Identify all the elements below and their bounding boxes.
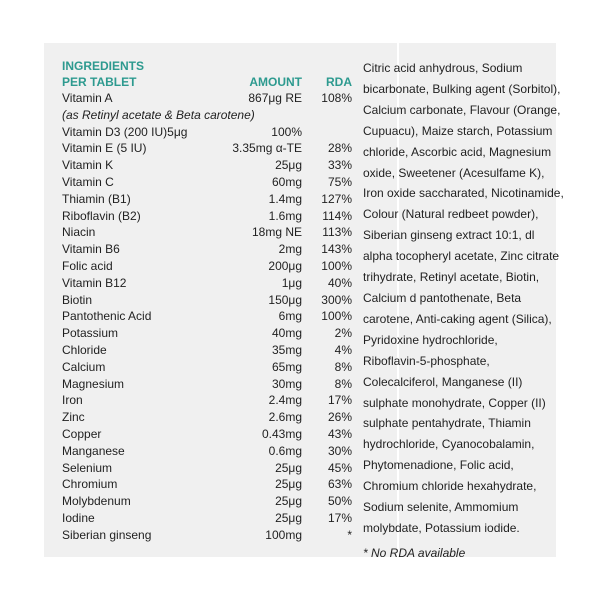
ingredient-text-line: Citric acid anhydrous, Sodium [363, 61, 523, 75]
nutrient-name: Vitamin C [62, 174, 114, 189]
ingredient-text-line: Calcium d pantothenate, Beta [363, 290, 522, 305]
nutrient-name: Pantothenic Acid [62, 309, 152, 324]
ingredient-text-line: Colour (Natural redbeet powder), [363, 207, 539, 222]
nutrient-rda: 50% [327, 494, 352, 509]
nutrient-rda: 300% [321, 292, 352, 307]
nutrition-panel [44, 43, 564, 560]
other-ingredients [363, 58, 564, 564]
nutrient-amount: 30mg [271, 376, 302, 391]
table-row [62, 527, 352, 544]
nutrient-rda: 4% [334, 342, 352, 357]
ingredient-text-line: oxide, Sweetener (Acesulfame K), [363, 165, 545, 180]
nutrient-name: Molybdenum [62, 494, 131, 509]
nutrient-name: Siberian ginseng [62, 527, 152, 542]
ingredient-text-line: sulphate monohydrate, Copper (II) [363, 395, 546, 410]
header-rda: RDA [326, 75, 352, 89]
nutrient-amount: 2mg [278, 242, 302, 257]
ingredient-text-line: alpha tocopheryl acetate, Zinc citrate [363, 249, 560, 264]
nutrient-rda: 2% [334, 326, 352, 341]
nutrient-amount: 18mg NE [251, 225, 302, 240]
footnote: * No RDA available [363, 545, 466, 560]
table-row [62, 90, 352, 107]
nutrient-name: Magnesium [62, 376, 125, 391]
table-row [62, 476, 352, 493]
nutrient-amount: 65mg [271, 359, 302, 374]
nutrient-rda: * [347, 527, 352, 542]
ingredient-text-line: Sodium selenite, Ammomium [363, 500, 519, 515]
nutrient-rda: 33% [327, 158, 352, 173]
table-row [62, 174, 352, 191]
table-row [62, 409, 352, 426]
table-row [62, 342, 352, 359]
nutrient-amount: 2.4mg [268, 393, 302, 408]
nutrient-amount: 6mg [278, 309, 302, 324]
nutrient-amount: 25μg [275, 510, 302, 525]
nutrient-rda: 43% [327, 426, 352, 441]
ingredient-text-line: carotene, Anti-caking agent (Silica), [363, 311, 552, 326]
nutrient-name: Thiamin (B1) [62, 191, 131, 206]
ingredient-text-line: sulphate pentahydrate, Thiamin [363, 416, 531, 431]
nutrient-amount: 25μg [275, 158, 302, 173]
ingredient-text-line: Pyridoxine hydrochloride, [363, 332, 498, 347]
nutrient-rda: 113% [322, 225, 352, 240]
table-row-note [62, 107, 352, 124]
nutrient-rda: 114% [322, 208, 352, 223]
nutrient-name: Manganese [62, 443, 125, 458]
table-row [62, 493, 352, 510]
nutrient-amount: 100% [271, 124, 302, 139]
nutrient-name: Biotin [62, 292, 93, 307]
ingredient-text-line: Colecalciferol, Manganese (II) [363, 374, 523, 389]
table-body [62, 90, 352, 544]
ingredient-text-line: hydrochloride, Cyanocobalamin, [363, 437, 535, 452]
table-row [62, 241, 352, 258]
nutrient-rda: 8% [334, 359, 352, 374]
ingredient-text-line: bicarbonate, Bulking agent (Sorbitol), [363, 81, 561, 96]
nutrient-name: Riboflavin (B2) [62, 208, 141, 223]
nutrient-name: Vitamin B6 [62, 242, 120, 257]
table-row [62, 392, 352, 409]
table-row [62, 308, 352, 325]
nutrient-name: Chromium [62, 477, 118, 492]
ingredient-text-line: Phytomenadione, Folic acid, [363, 458, 514, 473]
nutrient-name: Folic acid [62, 258, 113, 273]
nutrient-name: Vitamin E (5 IU) [62, 141, 147, 156]
nutrient-amount: 25μg [275, 494, 302, 509]
nutrient-name: Vitamin A [62, 91, 113, 105]
nutrient-name: Vitamin D3 (200 IU)5μg [62, 124, 188, 139]
nutrient-amount: 100mg [265, 527, 302, 542]
nutrient-amount: 25μg [275, 477, 302, 492]
nutrient-rda: 143% [321, 242, 352, 257]
nutrient-name: Niacin [62, 225, 96, 240]
nutrient-amount: 60mg [271, 174, 302, 189]
nutrient-amount: 1μg [281, 275, 302, 290]
nutrient-rda: 108% [321, 91, 352, 105]
nutrient-name: Zinc [62, 410, 85, 425]
table-row [62, 460, 352, 477]
nutrient-rda: 63% [327, 477, 352, 492]
nutrient-rda: 75% [327, 174, 352, 189]
nutrient-name: Iron [62, 393, 83, 408]
nutrient-amount: 0.6mg [268, 443, 302, 458]
header-ingredients: INGREDIENTS [62, 59, 145, 73]
header-per-tablet: PER TABLET [62, 75, 137, 89]
nutrient-amount: 40mg [271, 326, 302, 341]
nutrient-rda: 28% [327, 141, 352, 156]
ingredient-text-line: chloride, Ascorbic acid, Magnesium [363, 144, 552, 159]
ingredient-text-line: Siberian ginseng extract 10:1, dl [363, 228, 535, 243]
table-row [62, 258, 352, 275]
nutrient-amount: 200μg [268, 258, 302, 273]
ingredient-text-line: Calcium carbonate, Flavour (Orange, [363, 102, 561, 117]
table-row [62, 325, 352, 342]
nutrient-rda: 26% [327, 410, 352, 425]
nutrient-amount: 25μg [275, 460, 302, 475]
table-row [62, 376, 352, 393]
nutrient-rda: 100% [321, 258, 352, 273]
nutrient-name: Vitamin B12 [62, 275, 127, 290]
nutrient-amount: 2.6mg [268, 410, 302, 425]
nutrient-name: Potassium [62, 326, 119, 341]
nutrient-rda: 8% [334, 376, 352, 391]
nutrient-name: Iodine [62, 510, 95, 525]
nutrient-name: (as Retinyl acetate & Beta carotene) [62, 107, 255, 122]
nutrient-amount: 35mg [271, 342, 302, 357]
table-row [62, 208, 352, 225]
nutrient-name: Copper [62, 426, 102, 441]
other-ingredients-text [363, 58, 564, 539]
nutrient-name: Selenium [62, 460, 113, 475]
nutrient-amount: 3.35mg α-TE [232, 141, 302, 156]
nutrient-rda: 127% [321, 191, 352, 206]
nutrient-name: Vitamin K [62, 158, 114, 173]
header-row [62, 74, 352, 90]
nutrient-amount: 150μg [268, 292, 302, 307]
nutrient-amount: 867μg RE [248, 91, 302, 105]
table-row [62, 157, 352, 174]
nutrient-name: Calcium [62, 359, 106, 374]
nutrient-rda: 30% [327, 443, 352, 458]
nutrient-rda: 45% [327, 460, 352, 475]
ingredient-text-line: Iron oxide saccharated, Nicotinamide, [363, 186, 564, 201]
nutrient-name: Chloride [62, 342, 107, 357]
table-row [62, 191, 352, 208]
ingredient-text-line: Cupuacu), Maize starch, Potassium [363, 123, 553, 138]
nutrient-amount: 0.43mg [261, 426, 302, 441]
nutrient-rda: 100% [321, 309, 352, 324]
header-amount: AMOUNT [249, 75, 302, 89]
table-row [62, 292, 352, 309]
table-row [62, 275, 352, 292]
table-row [62, 359, 352, 376]
table-row [62, 426, 352, 443]
nutrient-rda: 17% [327, 510, 352, 525]
ingredient-text-line: trihydrate, Retinyl acetate, Biotin, [363, 270, 540, 285]
ingredient-text-line: Chromium chloride hexahydrate, [363, 479, 537, 494]
nutrient-amount: 1.6mg [268, 208, 302, 223]
ingredient-text-line: Riboflavin-5-phosphate, [363, 353, 490, 368]
table-row [62, 443, 352, 460]
table-row [62, 124, 352, 141]
table-row [62, 224, 352, 241]
table-row [62, 510, 352, 527]
ingredients-table [62, 58, 352, 544]
nutrient-amount: 1.4mg [268, 191, 302, 206]
ingredient-text-line: molybdate, Potassium iodide. [363, 520, 520, 535]
nutrient-rda: 40% [327, 275, 352, 290]
nutrient-rda: 17% [327, 393, 352, 408]
table-row [62, 140, 352, 157]
